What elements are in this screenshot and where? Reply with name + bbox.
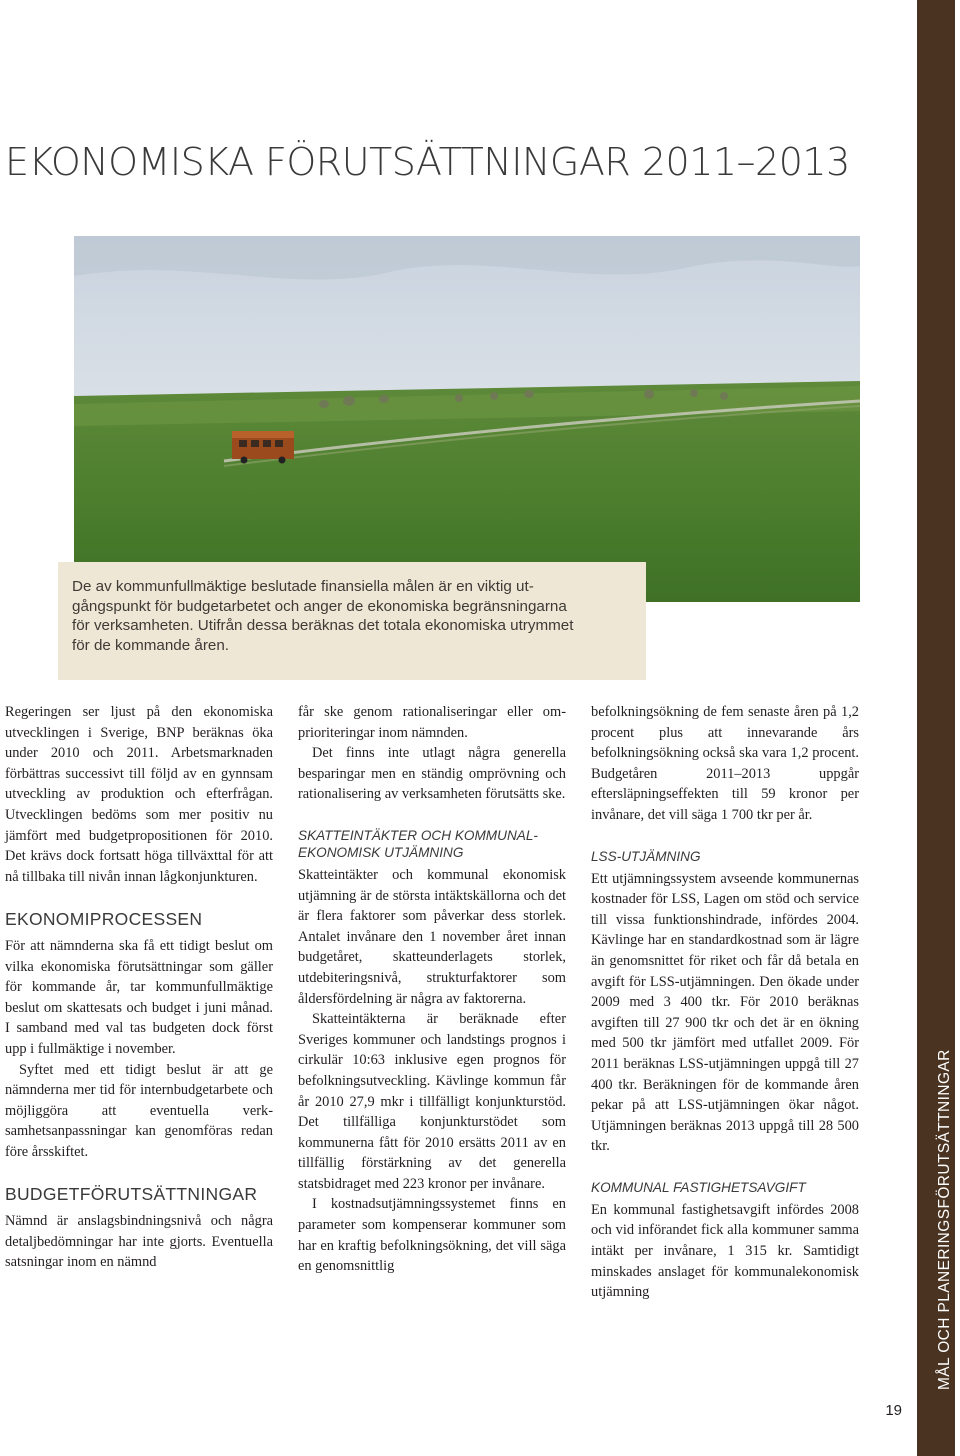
section-heading-ekonomiprocessen: EKONOMIPROCESSEN: [5, 909, 203, 930]
paragraph: Regeringen ser ljust på den ekonomiska utvecklingen i Sverige, BNP beräknas öka under 2010 och 2011. Arbetsmarknaden förbättras successivt till följd av en gynnsam utveckling av produktion och efterfrågan. Utvecklingen bedöms som mer positiv nu jämfört med budgetpropositionen för 2010. Det krävs dock fortsatt höga tillväxttal för att nå tillbaka till nivån innan lågkonjunkturen.: [5, 704, 273, 885]
page-title: EKONOMISKA FÖRUTSÄTTNINGAR 2011–2013: [5, 140, 850, 184]
section-heading-kommunal-fastighetsavgift: KOMMUNAL FASTIGHETSAVGIFT: [591, 1179, 806, 1195]
landscape-photo: [74, 236, 860, 602]
column-2: [298, 702, 566, 1277]
paragraph: får ske genom rationaliseringar eller omprioriteringar inom nämnden.: [298, 704, 566, 741]
paragraph: Nämnd är anslagsbindningsnivå och några detaljbedömningar har inte gjorts. Eventuella satsningar inom en nämnd: [5, 1213, 273, 1271]
intro-line: för verksamheten. Utifrån dessa beräknas det totala ekonomiska utrymmet: [72, 617, 574, 634]
intro-line: gångspunkt för budgetarbetet och anger de ekonomiska begränsningarna: [72, 597, 567, 615]
paragraph: För att nämnderna ska få ett tidigt beslut om vilka ekonomiska förutsättningar som gäller för kommande år, tar kommunfullmäktige beslut om skattesats och budget i juni månad. I samband med val tas budgeten dock först upp i fullmäktige i november.: [5, 937, 273, 1057]
heading-line: EKONOMISK UTJÄMNING: [298, 844, 464, 860]
paragraph: Skatteintäkterna är beräknade efter Sveriges kommuner och landstings prognos i cirkulär 10:63 inklusive egen prognos för befolkningsutveckling. Kävlinge kommun får år 2010 27,9 mkr i tillfälligt konjunkturstöd. Det tillfälliga konjunkturstödet som kommunerna fått för 2010 ersätts 2011 av en tillfällig förstärkning av det generella statsbidraget med 223 kronor per invånare.: [298, 1011, 566, 1192]
intro-line: De av kommunfullmäktige beslutade finansiella målen är en viktig ut-: [72, 578, 534, 595]
intro-line: för de kommande åren.: [72, 636, 230, 654]
column-1: [5, 702, 273, 1273]
section-heading-skatteintakter: [298, 827, 566, 861]
section-heading-budgetforutsattningar: BUDGETFÖRUTSÄTTNINGAR: [5, 1184, 258, 1205]
paragraph: En kommunal fastighetsavgift infördes 2008 och vid införandet fick alla kommuner samma intäkt per invånare, 1 315 kr. Samtidigt minskades anslaget för kommunalekonomisk utjämning: [591, 1201, 859, 1301]
paragraph: Ett utjämningssystem avseende kommunernas kostnader för LSS, Lagen om stöd och service till vissa funktionshindrade, infördes 2004. Kävlinge har en standardkostnad som är lägre än genomsnittet för riket och får då betala en avgift för LSS-utjämningen. Den ökade under 2009 med 3 400 tkr. För 2010 beräknas avgiften till 27 900 tkr och det är en ökning med 500 tkr jämfört med utfallet 2009. För 2011 beräknas LSS-utjämningen uppgå till 27 400 tkr. Beräkningen för de kommande åren pekar på att LSS-utjämningen ökar något. Utjämningen beräknas 2013 uppgå till 28 500 tkr.: [591, 870, 859, 1155]
sidebar-label: MÅL OCH PLANERINGSFÖRUTSÄTTNINGAR: [936, 1049, 953, 1390]
section-heading-lss-utjamning: LSS-UTJÄMNING: [591, 848, 701, 864]
heading-line: SKATTEINTÄKTER OCH KOMMUNAL-: [298, 827, 538, 843]
paragraph: I kostnadsutjämningssystemet finns en parameter som kompenserar kommuner som har en kraftig befolkningsökning, det vill säga en genomsnittlig: [298, 1196, 566, 1275]
paragraph: Det finns inte utlagt några generella besparingar men en ständig omprövning och rationalisering av verksamheten förutsätts ske.: [298, 745, 566, 803]
landscape-photo-icon: [74, 236, 860, 602]
paragraph: Skatteintäkter och kommunal ekonomisk utjämning är de största intäktskällorna och det är flera faktorer som påverkar dess storlek. Antalet invånare den 1 november året innan budgetåret, skatteunderlagets storlek, utdebiteringsnivå, strukturfaktorer som åldersfördelning är några av faktorerna.: [298, 866, 566, 1007]
paragraph: Syftet med ett tidigt beslut är att ge nämnderna mer tid för internbudgetarbete och möjliggöra att eventuella verksamhetsanpassningar kan genomföras redan före årsskiftet.: [5, 1061, 273, 1160]
intro-box: [58, 562, 646, 680]
column-3: [591, 702, 859, 1303]
paragraph: befolkningsökning de fem senaste åren på 1,2 procent plus att innevarande års befolkningsökning också ska vara 1,2 procent. Budgetåren 2011–2013 uppgår eftersläpningseffekten till 59 kronor per invånare, det vill säga 1 700 tkr per år.: [591, 704, 859, 823]
page-number: 19: [885, 1402, 902, 1419]
